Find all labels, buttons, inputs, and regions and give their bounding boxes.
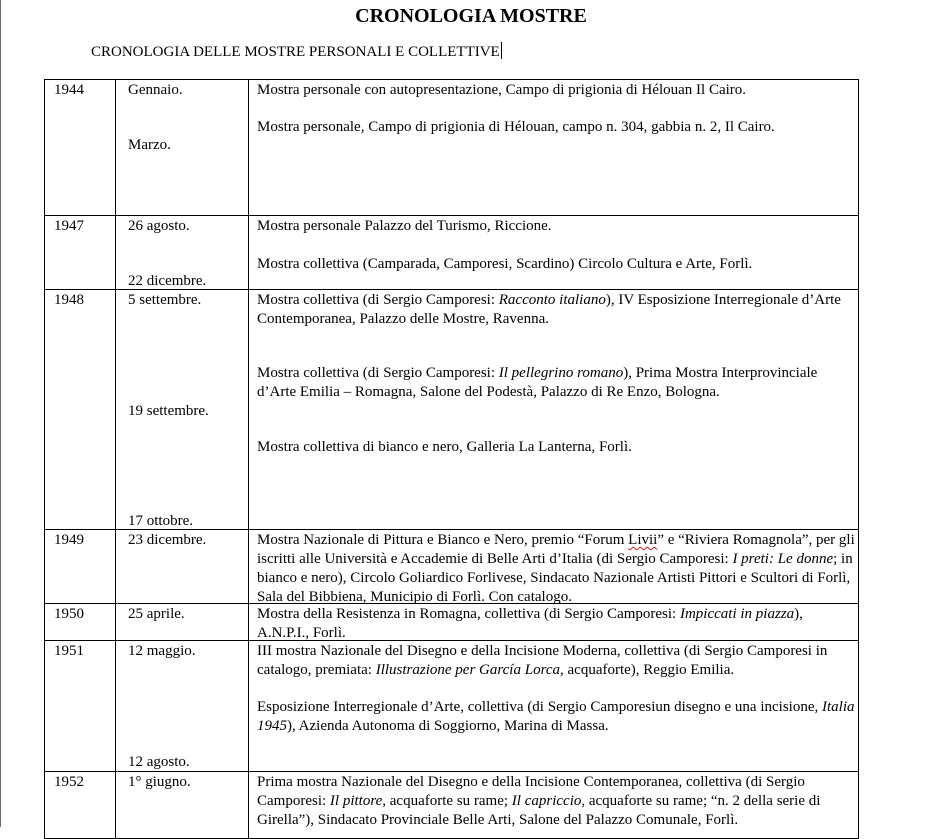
artwork-title: Il pellegrino romano bbox=[498, 365, 624, 381]
table-row-year: 1944 bbox=[54, 82, 84, 98]
artwork-title: Il capriccio bbox=[511, 793, 582, 809]
column-divider-year bbox=[115, 80, 116, 838]
exhibition-date: 1° giugno. bbox=[128, 774, 191, 790]
row-divider bbox=[45, 215, 858, 216]
artwork-title: Racconto italiano bbox=[498, 292, 606, 308]
table-row-year: 1951 bbox=[54, 643, 84, 659]
table-row-year: 1949 bbox=[54, 532, 84, 548]
artwork-title: Italia 1945 bbox=[257, 699, 855, 734]
exhibition-entry: III mostra Nazionale del Disegno e della Incisione Moderna, collettiva (di Sergio Camporesi in catalogo, premiata: Illustrazione per García Lorca, acquaforte), Reggio Emilia. bbox=[257, 643, 828, 678]
exhibition-date: 19 settembre. bbox=[128, 403, 209, 419]
exhibition-table bbox=[44, 79, 859, 839]
exhibition-date: 5 settembre. bbox=[128, 292, 202, 308]
exhibition-entry: Mostra personale, Campo di prigionia di Hélouan, campo n. 304, gabbia n. 2, Il Cairo. bbox=[257, 119, 775, 135]
exhibition-date: 12 agosto. bbox=[128, 754, 190, 770]
exhibition-entry: Mostra collettiva di bianco e nero, Galleria La Lanterna, Forlì. bbox=[257, 439, 632, 455]
table-row-year: 1950 bbox=[54, 606, 84, 622]
artwork-title: Il pittore bbox=[329, 793, 383, 809]
exhibition-entry: Mostra collettiva (Camparada, Camporesi, Scardino) Circolo Cultura e Arte, Forlì. bbox=[257, 256, 753, 272]
exhibition-entry: Mostra collettiva (di Sergio Camporesi: Racconto italiano), IV Esposizione Interregionale d’Arte Contemporanea, Palazzo delle Mostre, Ravenna. bbox=[257, 292, 841, 327]
exhibition-entry: Mostra Nazionale di Pittura e Bianco e Nero, premio “Forum Livii” e “Riviera Romagnola”, per gli iscritti alle Università e Accademie di Belle Arti d’Italia (di Sergio Camporesi: I preti: Le donne; in bianco e nero), Circolo Goliardico Forlivese, Sindacato Nazionale Artisti Pittori e Scultori di Forlì, Sala del Bibbiena, Municipio di Forlì. Con catalogo. bbox=[257, 532, 855, 605]
exhibition-entry: Mostra collettiva (di Sergio Camporesi: Il pellegrino romano), Prima Mostra Interprovinciale d’Arte Emilia – Romagna, Salone del Podestà, Palazzo di Re Enzo, Bologna. bbox=[257, 365, 818, 400]
exhibition-date: 12 maggio. bbox=[128, 643, 196, 659]
exhibition-entry: Esposizione Interregionale d’Arte, collettiva (di Sergio Camporesiun disegno e una incisione, Italia 1945), Azienda Autonoma di Soggiorno, Marina di Massa. bbox=[257, 699, 855, 734]
artwork-title: I preti: Le donne bbox=[732, 551, 834, 567]
misspelled-word[interactable]: Livii bbox=[628, 532, 658, 548]
artwork-title: Illustrazione per García Lorca bbox=[375, 662, 561, 678]
exhibition-date: 25 aprile. bbox=[128, 606, 185, 622]
exhibition-date: Gennaio. bbox=[128, 82, 183, 98]
document-subtitle[interactable]: CRONOLOGIA DELLE MOSTRE PERSONALI E COLLETTIVE bbox=[91, 44, 500, 60]
exhibition-date: 23 dicembre. bbox=[128, 532, 207, 548]
exhibition-date: 26 agosto. bbox=[128, 218, 190, 234]
artwork-title: Impiccati in piazza bbox=[679, 606, 795, 622]
exhibition-entry: Prima mostra Nazionale del Disegno e della Incisione Contemporanea, collettiva (di Sergio Camporesi: Il pittore, acquaforte su rame; Il capriccio, acquaforte su rame; “n. 2 della serie di Girella”), Sindacato Provinciale Belle Arti, Salone del Palazzo Comunale, Forlì. bbox=[257, 774, 821, 828]
document-title: CRONOLOGIA MOSTRE bbox=[355, 5, 587, 27]
exhibition-date: 17 ottobre. bbox=[128, 513, 193, 529]
exhibition-entry: Mostra personale con autopresentazione, Campo di prigionia di Hélouan Il Cairo. bbox=[257, 82, 747, 98]
exhibition-entry: Mostra della Resistenza in Romagna, collettiva (di Sergio Camporesi: Impiccati in piazza), A.N.P.I., Forlì. bbox=[257, 606, 803, 641]
table-row-year: 1952 bbox=[54, 774, 84, 790]
exhibition-entry: Mostra personale Palazzo del Turismo, Riccione. bbox=[257, 218, 552, 234]
column-divider-date bbox=[248, 80, 249, 838]
table-row-year: 1948 bbox=[54, 292, 84, 308]
table-row-year: 1947 bbox=[54, 218, 84, 234]
exhibition-date: 22 dicembre. bbox=[128, 273, 207, 289]
window-left-edge bbox=[0, 0, 1, 827]
exhibition-date: Marzo. bbox=[128, 137, 171, 153]
text-cursor bbox=[501, 42, 502, 59]
